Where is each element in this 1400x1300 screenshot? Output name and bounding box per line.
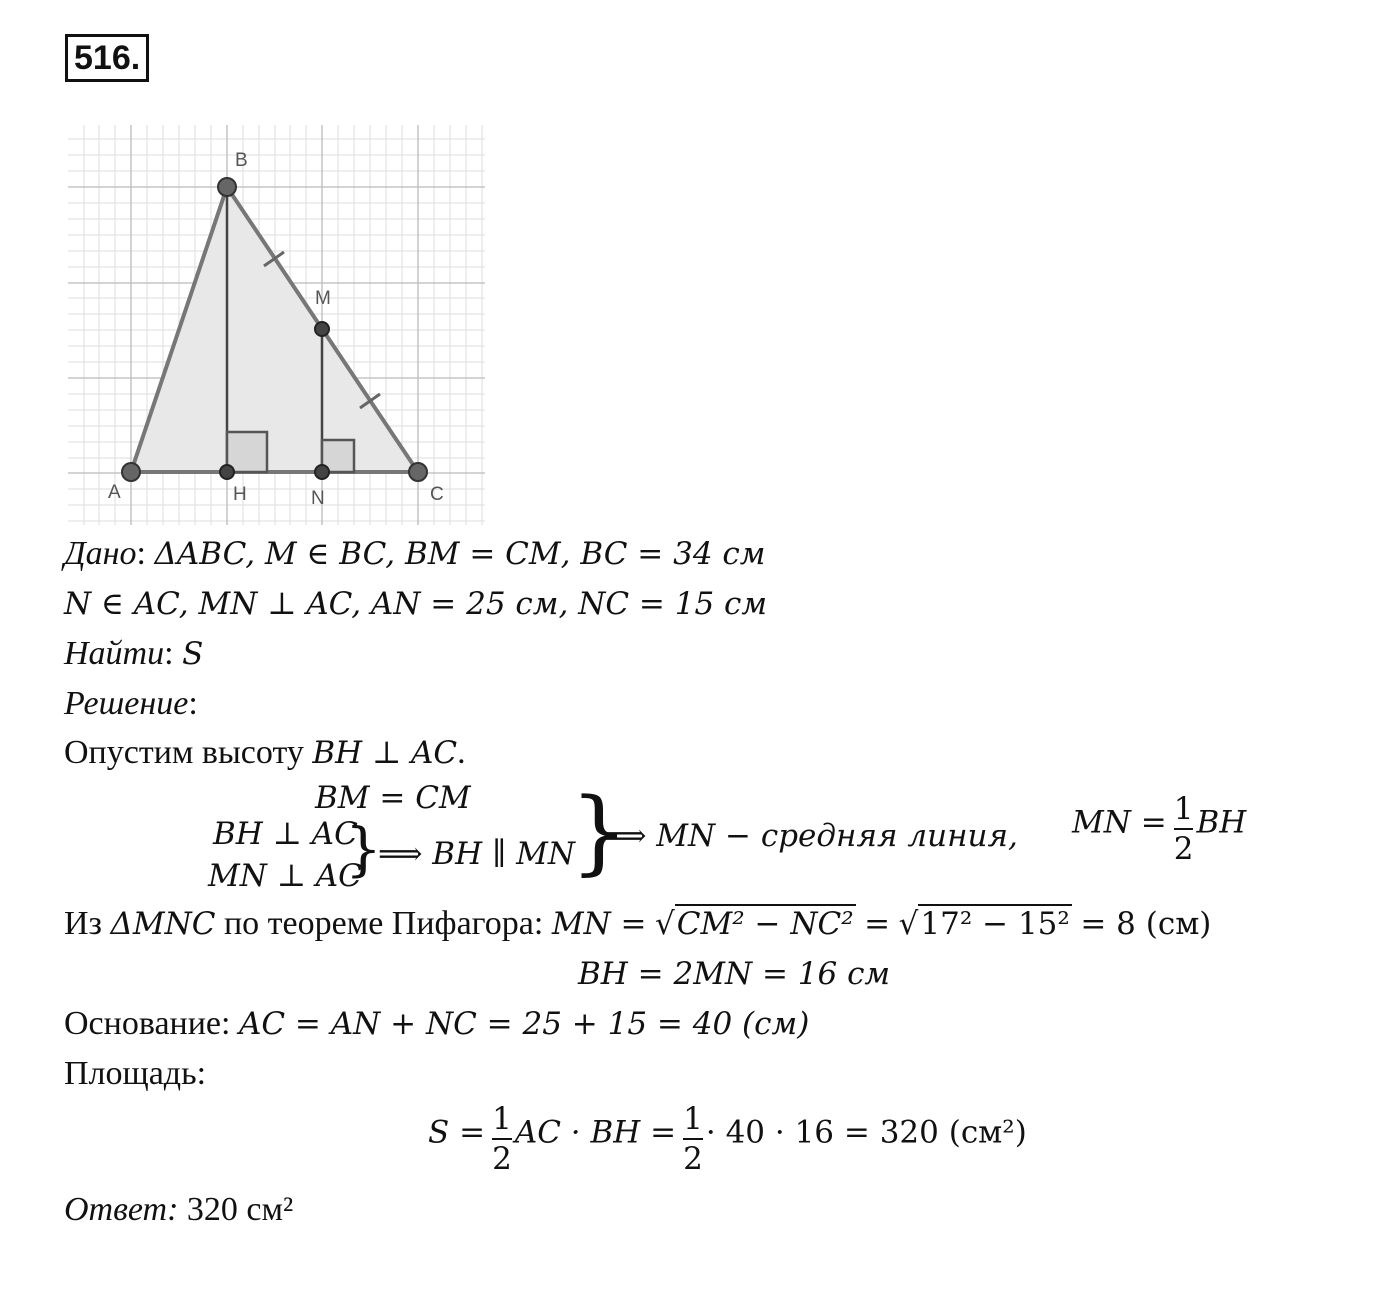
area-frac1-num: 1 <box>492 1100 512 1140</box>
point-m <box>315 322 329 336</box>
label-a: A <box>108 482 121 503</box>
given-line-1: Дано: ΔABC, M ∈ BC, BM = CM, BC = 34 см <box>64 535 766 572</box>
midline-frac-num: 1 <box>1174 790 1194 830</box>
point-c <box>409 463 427 481</box>
solution-label: Решение <box>64 685 189 722</box>
system-bm-cm: BM = CM <box>315 780 471 816</box>
area-frac1-den: 2 <box>492 1141 512 1177</box>
answer-value: 320 см² <box>186 1191 294 1228</box>
given-math-2: N ∈ AC, MN ⊥ AC, AN = 25 см, NC = 15 см <box>64 586 768 622</box>
point-n <box>315 465 329 479</box>
midline-fraction <box>1174 790 1194 868</box>
pythagoras-eq: = <box>864 906 891 942</box>
pythagoras-lhs: MN = <box>551 906 647 942</box>
area-label: Площадь: <box>64 1055 207 1092</box>
label-b: B <box>235 150 248 171</box>
step-altitude-text: Опустим высоту <box>64 734 304 771</box>
outer-brace: } <box>570 778 629 885</box>
point-h <box>220 465 234 479</box>
label-m: M <box>315 288 331 309</box>
system-parallel: ⟹ BH ∥ MN <box>378 836 576 872</box>
area-frac2-num: 1 <box>683 1100 703 1140</box>
problem-number: 516. <box>65 34 149 82</box>
inner-brace: } <box>345 815 382 883</box>
base-line <box>64 1004 809 1044</box>
label-h: H <box>233 484 247 505</box>
right-angle-h <box>227 432 267 472</box>
point-b <box>218 178 236 196</box>
sqrt-sign-2: √ <box>898 906 919 942</box>
given-label: Дано <box>64 535 137 572</box>
answer-label: Ответ: <box>64 1191 179 1228</box>
pythagoras-root-1: CM² − NC² <box>676 906 854 942</box>
base-label: Основание: <box>64 1005 231 1042</box>
step-altitude: Опустим высоту BH ⊥ AC. <box>64 734 466 771</box>
midline-formula <box>1072 790 1246 868</box>
area-frac2-den: 2 <box>683 1141 703 1177</box>
midline-rhs: BH <box>1196 804 1247 841</box>
label-c: C <box>430 484 444 505</box>
bh-value-line: BH = 2MN = 16 см <box>578 956 891 992</box>
area-fraction-1 <box>492 1100 512 1178</box>
find-line: Найти: S <box>64 635 204 672</box>
label-n: N <box>311 488 325 509</box>
pythagoras-root-2: 17² − 15² <box>920 906 1070 942</box>
system-bh-ac: BH ⊥ AC <box>213 816 358 852</box>
area-s: S = <box>428 1114 486 1151</box>
sqrt-sign-1: √ <box>655 906 675 942</box>
pythagoras-triangle: ΔMNC <box>110 906 216 942</box>
answer-line <box>64 1190 293 1230</box>
pythagoras-result: = 8 (см) <box>1080 906 1212 942</box>
base-math: AC = AN + NC = 25 + 15 = 40 (см) <box>238 1006 810 1042</box>
pythagoras-line <box>64 904 1211 944</box>
pythagoras-text-1: Из <box>64 905 102 942</box>
midline-frac-den: 2 <box>1173 831 1194 867</box>
area-formula <box>428 1100 1027 1178</box>
step-altitude-math: BH ⊥ AC <box>312 735 458 771</box>
find-label: Найти <box>64 635 165 672</box>
area-fraction-2 <box>683 1100 703 1178</box>
triangle-figure <box>60 120 490 530</box>
system-mn-ac: MN ⊥ AC <box>208 858 362 894</box>
find-value: S <box>182 636 204 672</box>
point-a <box>122 463 140 481</box>
system-result: ⟹ MN − средняя линия, <box>602 818 1018 854</box>
area-tail: · 40 · 16 = 320 (см²) <box>705 1114 1027 1151</box>
midline-lhs: MN = <box>1072 804 1167 841</box>
solution-heading: Решение: <box>64 685 198 722</box>
given-math-1: ΔABC, M ∈ BC, BM = CM, BC = 34 см <box>154 536 766 572</box>
given-line-2 <box>64 584 767 624</box>
area-mid: AC · BH = <box>514 1114 677 1151</box>
pythagoras-text-2: по теореме Пифагора: <box>223 905 544 942</box>
